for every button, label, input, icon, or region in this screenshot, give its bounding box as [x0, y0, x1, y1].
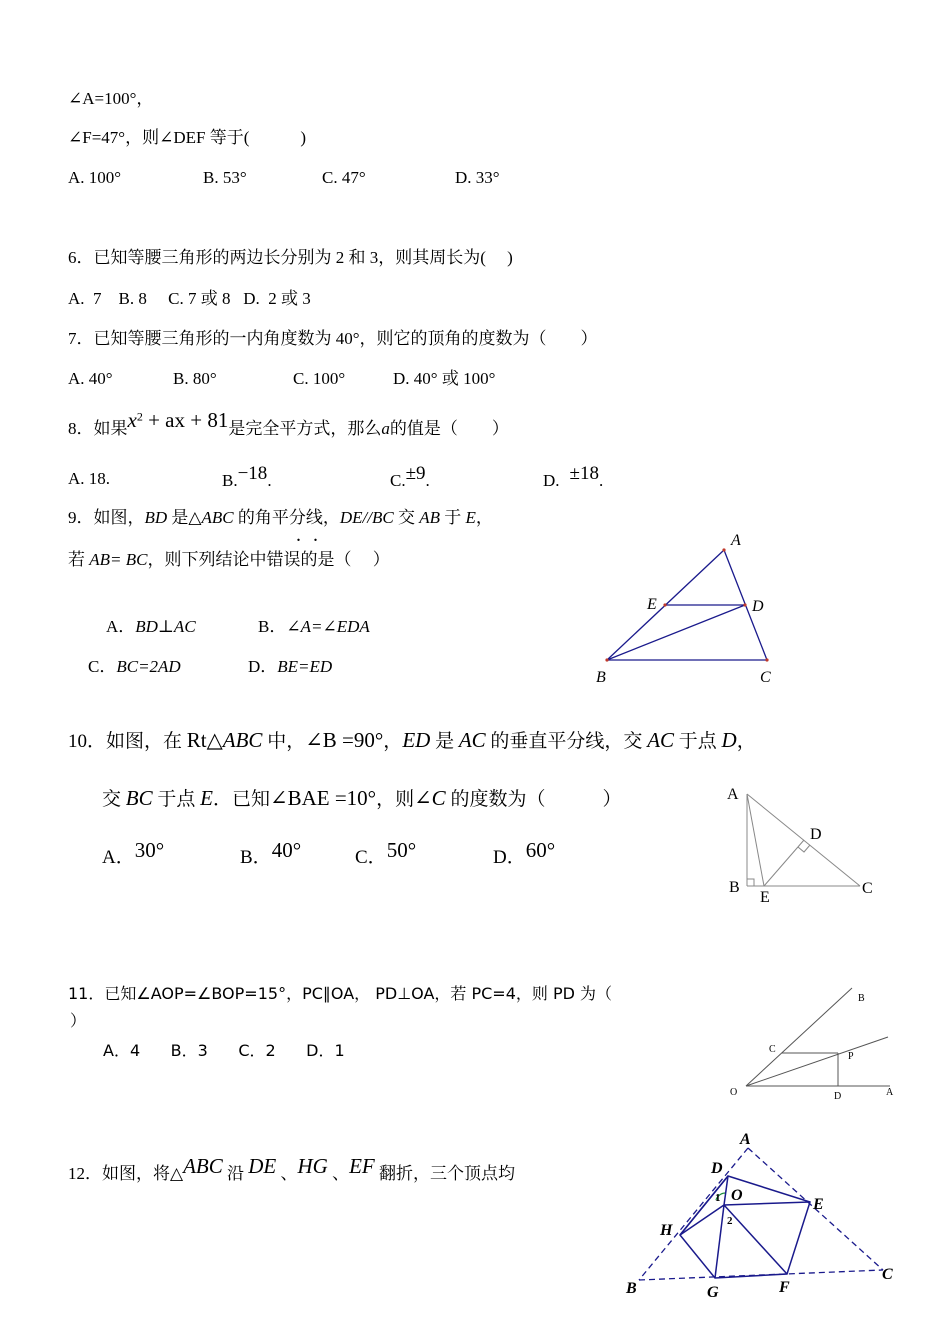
- q11-label-d: D: [834, 1091, 842, 1102]
- q5-line1: ∠A=100°，: [68, 89, 154, 108]
- q11-figure: [720, 985, 910, 1105]
- q9-option-b-label: B．: [258, 617, 287, 636]
- q5-option-b: B. 53°: [203, 168, 247, 187]
- q10-l1-abc: ABC: [222, 728, 263, 752]
- q12-abc: ABC: [183, 1154, 223, 1178]
- q10-l1-g: ，: [736, 731, 756, 752]
- q9-label-b: B: [596, 669, 606, 686]
- q12-seg-go: [715, 1205, 724, 1278]
- q9-l1-a: 9．如图，: [68, 508, 145, 527]
- q10-l1-angle: ∠B =90°: [305, 728, 384, 752]
- q9-figure-lines: [607, 550, 767, 660]
- q9-line1: [68, 509, 493, 526]
- q8-expr-rest: + ax + 81: [142, 408, 229, 432]
- q12-e: 翻折，三个顶点均: [374, 1164, 515, 1183]
- q10-l1-rt: Rt△: [186, 728, 223, 752]
- q8-option-c-period: .: [425, 471, 430, 490]
- q10-label-e: E: [760, 889, 770, 906]
- q8-option-b-label: B.: [222, 471, 238, 490]
- q9-emphasis-dots: ..: [296, 524, 330, 546]
- q10-l2-a: 交: [102, 789, 126, 810]
- q9-dot-c: [765, 658, 768, 661]
- q8-option-b-period: .: [267, 471, 272, 490]
- q10-l1-ac: AC: [458, 728, 486, 752]
- q5-option-a: A. 100°: [68, 168, 122, 187]
- q12-label-c: C: [882, 1266, 893, 1283]
- q10-option-d-label: D．: [493, 847, 526, 868]
- q7-option-b: B. 80°: [173, 369, 217, 388]
- q8-stem: [68, 408, 509, 438]
- q12-d: 、: [327, 1164, 350, 1183]
- q12-label-h: H: [660, 1222, 673, 1239]
- q9-l1-d: 交: [393, 508, 420, 527]
- q9-seg-bd: [607, 605, 745, 660]
- q12-de: DE: [248, 1154, 277, 1178]
- q9-option-d-label: D．: [248, 657, 278, 676]
- q9-label-e: E: [647, 596, 657, 613]
- q12-label-f: F: [779, 1279, 790, 1296]
- q5-option-d: D. 33°: [455, 168, 500, 187]
- q9-dot-d: [743, 603, 746, 606]
- q12-stem: [68, 1154, 515, 1183]
- q11-ray-op: [746, 1037, 888, 1086]
- q10-option-c: [355, 838, 417, 868]
- q9-option-b: [258, 618, 370, 635]
- q12-label-g: G: [707, 1284, 719, 1301]
- q10-line1: [68, 730, 756, 751]
- q9-option-b-text: ∠A=∠EDA: [286, 617, 370, 636]
- q7-option-d: D. 40° 或 100°: [393, 369, 496, 388]
- q12-label-e: E: [813, 1196, 824, 1213]
- q8-option-c-value: ±9: [405, 463, 426, 484]
- q10-l1-ed: ED: [402, 728, 431, 752]
- q11-label-c: C: [769, 1044, 776, 1055]
- q7-stem: 7．已知等腰三角形的一内角度数为 40°，则它的顶角的度数为（ ）: [68, 329, 598, 348]
- q10-label-a: A: [727, 786, 739, 803]
- q10-option-a-value: 30°: [134, 838, 165, 862]
- q10-l1-f: 于点: [674, 731, 722, 752]
- q12-a: 12．如图，将△: [68, 1164, 184, 1183]
- q9-option-c-label: C．: [88, 657, 117, 676]
- q8-option-c: [390, 463, 430, 490]
- q10-figure: [720, 780, 890, 910]
- q8-option-a: A. 18.: [68, 469, 111, 488]
- q10-l1-ac2: AC: [647, 728, 675, 752]
- q9-option-a-text: BD⊥AC: [135, 617, 196, 636]
- q8-option-d-period: .: [598, 471, 604, 490]
- q9-l1-e: 于: [439, 508, 466, 527]
- q10-seg-ae: [747, 794, 764, 886]
- q9-option-a-label: A．: [106, 617, 136, 636]
- q8-number: 8．如果: [68, 419, 128, 438]
- q9-l1-ee: E: [465, 508, 476, 527]
- q8-option-d: [543, 463, 604, 490]
- q8-option-b: [222, 463, 272, 490]
- q9-dot-b: [605, 658, 608, 661]
- q10-l2-d: ，则: [376, 789, 415, 810]
- q11-label-p: P: [848, 1051, 854, 1062]
- q12-hg: HG: [297, 1154, 328, 1178]
- q10-line2: [102, 788, 621, 809]
- q12-seg-fo: [724, 1205, 787, 1274]
- q10-l2-c-angle: ∠C: [414, 786, 446, 810]
- q12-b: 沿: [222, 1164, 249, 1183]
- q9-l2-a: 若: [68, 550, 90, 569]
- q9-l2-b: ，则下列结论中错误的是（ ）: [147, 550, 390, 569]
- q10-option-c-value: 50°: [386, 838, 417, 862]
- q6-options: A. 7 B. 8 C. 7 或 8 D. 2 或 3: [68, 289, 311, 308]
- q11-stem: 11．已知∠AOP=∠BOP=15°，PC∥OA， PD⊥OA，若 PC=4，则 PD 为（: [68, 984, 613, 1003]
- q12-c: 、: [276, 1164, 298, 1183]
- q10-l1-c: ，: [383, 731, 403, 752]
- q10-label-d: D: [810, 826, 822, 843]
- q11-label-a: A: [886, 1087, 894, 1098]
- q10-l1-a: 10．如图，在: [68, 731, 187, 752]
- q9-l1-ab: AB: [419, 508, 440, 527]
- q9-l2-ab: AB= BC: [89, 550, 148, 569]
- q12-figure: [615, 1125, 905, 1305]
- q9-dot-a: [722, 548, 725, 551]
- q10-option-b-label: B．: [240, 847, 272, 868]
- q10-l2-angle: ∠BAE =10°: [269, 786, 377, 810]
- q10-option-a-label: A．: [102, 847, 135, 868]
- q9-label-d: D: [752, 598, 764, 615]
- q10-l1-dd: D: [721, 728, 737, 752]
- q11-figure-lines: [746, 988, 890, 1086]
- q9-figure: [585, 525, 785, 690]
- q10-l2-c: ．已知: [212, 789, 270, 810]
- q10-l2-e: E: [200, 786, 213, 810]
- q8-option-d-value: ±18: [569, 463, 599, 484]
- q10-option-a: [102, 838, 165, 868]
- q10-label-c: C: [862, 880, 873, 897]
- q10-seg-ed: [764, 840, 804, 886]
- q9-option-c-text: BC=2AD: [116, 657, 181, 676]
- q10-right-angle-d: [798, 845, 810, 852]
- q12-label-b: B: [626, 1280, 637, 1297]
- q5-option-c: C. 47°: [322, 168, 366, 187]
- q8-stem-end: 的值是（ ）: [389, 419, 509, 438]
- q9-option-d-text: BE=ED: [277, 657, 333, 676]
- q9-l1-bd: BD: [144, 508, 168, 527]
- q9-l1-de: DE//BC: [339, 508, 394, 527]
- q10-option-d: [493, 838, 556, 868]
- q10-option-b-value: 40°: [271, 838, 302, 862]
- q7-option-a: A. 40°: [68, 369, 113, 388]
- q12-label-a: A: [740, 1131, 751, 1148]
- q12-label-o: O: [731, 1187, 743, 1204]
- q12-label-2: 2: [727, 1215, 733, 1227]
- q5-line2: ∠F=47°，则∠DEF 等于( ): [68, 128, 307, 147]
- q10-label-b: B: [729, 879, 740, 896]
- q8-option-b-value: −18: [237, 463, 268, 484]
- q8-expr-sup: 2: [136, 409, 143, 424]
- q6-stem: 6．已知等腰三角形的两边长分别为 2 和 3，则其周长为( ): [68, 248, 513, 267]
- q11-stem-close: ）: [70, 1011, 87, 1030]
- q7-option-c: C. 100°: [293, 369, 346, 388]
- q12-label-1: 1: [715, 1192, 721, 1204]
- q12-folds: [680, 1176, 810, 1278]
- q11-options: A．4 B．3 C．2 D．1: [103, 1041, 345, 1060]
- q9-label-c: C: [760, 669, 771, 686]
- q10-l1-d: 是: [430, 731, 459, 752]
- q10-l2-b: 于点: [152, 789, 201, 810]
- q10-option-c-label: C．: [355, 847, 387, 868]
- q12-seg-ho: [680, 1205, 724, 1235]
- q9-option-d: [248, 658, 332, 675]
- q10-option-d-value: 60°: [525, 838, 556, 862]
- q9-l1-f: ，: [475, 508, 493, 527]
- q8-expr-x: x: [127, 408, 137, 432]
- q10-l2-bc: BC: [125, 786, 153, 810]
- q10-option-b: [240, 838, 302, 868]
- q9-dot-e: [663, 603, 666, 606]
- q9-line2: [68, 551, 390, 568]
- q11-label-o: O: [730, 1087, 738, 1098]
- q9-option-a: [106, 618, 196, 635]
- q8-option-c-label: C.: [390, 471, 406, 490]
- q8-option-d-label: D.: [543, 471, 560, 490]
- q12-label-d: D: [711, 1160, 723, 1177]
- q9-l1-b: 是△: [167, 508, 202, 527]
- q8-var-a: a: [381, 419, 390, 438]
- q9-label-a: A: [731, 532, 741, 549]
- q12-ef: EF: [349, 1154, 375, 1178]
- q10-right-angle-b: [747, 879, 754, 886]
- q10-l1-b: 中，: [262, 731, 306, 752]
- q9-option-c: [88, 658, 181, 675]
- q11-label-b: B: [858, 993, 865, 1004]
- q12-outer-triangle: [639, 1148, 883, 1280]
- q11-ray-ob: [746, 988, 852, 1086]
- q10-figure-lines: [747, 794, 860, 886]
- q9-l1-abc: ABC: [201, 508, 234, 527]
- q9-l1-c: 的角平分线，: [233, 508, 340, 527]
- q10-l1-e: 的垂直平分线，交: [485, 731, 648, 752]
- q8-stem-tail: 是完全平方式，那么: [228, 419, 382, 438]
- q10-l2-e2: 的度数为（ ）: [445, 789, 622, 810]
